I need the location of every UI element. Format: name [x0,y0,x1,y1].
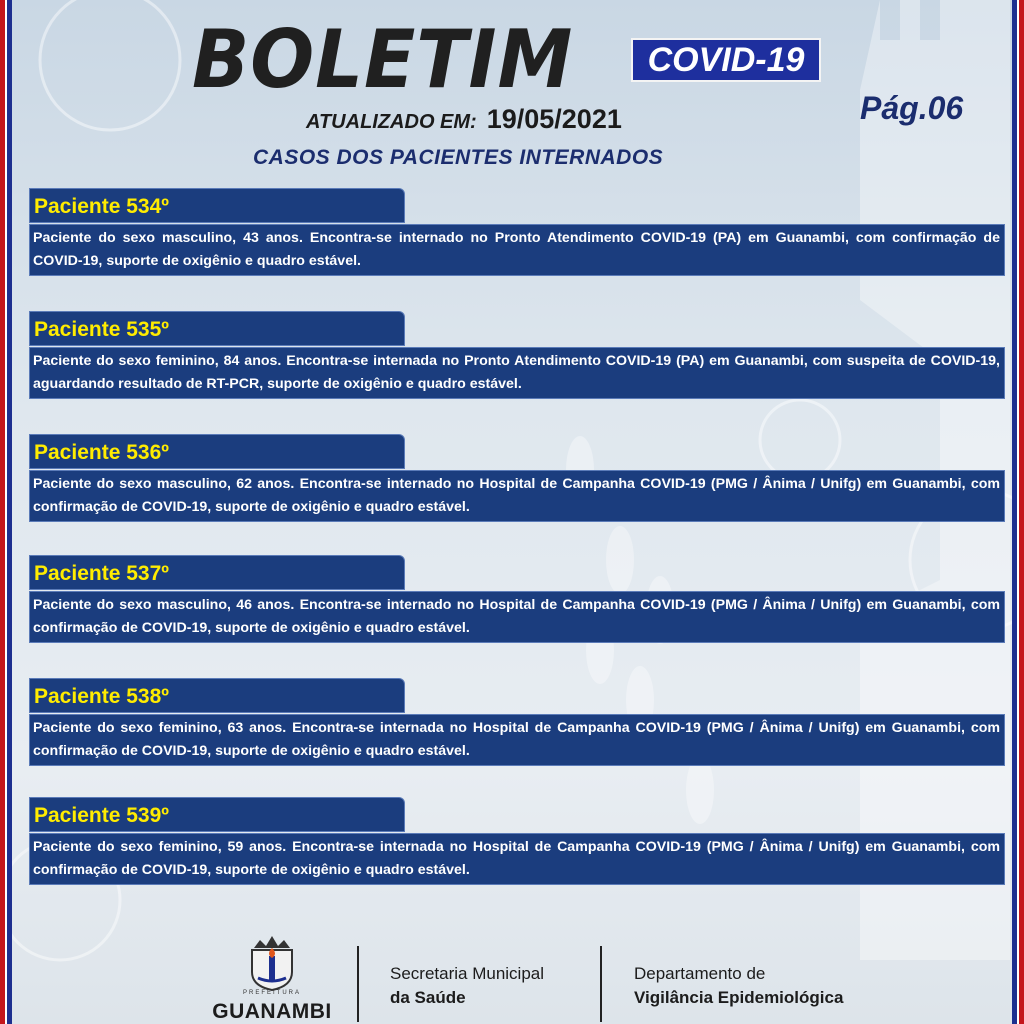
patient-title: Paciente 535º [29,311,405,346]
patient-title: Paciente 539º [29,797,405,832]
patient-title: Paciente 538º [29,678,405,713]
patient-card [29,797,1005,887]
coat-of-arms-icon [212,934,332,992]
updated-date: 19/05/2021 [486,104,622,134]
patient-card [29,434,1005,524]
covid-badge: COVID-19 [631,38,821,82]
patient-description: Paciente do sexo masculino, 43 anos. Encontra-se internado no Pronto Atendimento COVID-19 (PA) em Guanambi, com confirmação de COVID-19, suporte de oxigênio e quadro estável. [29,224,1005,276]
footer-divider [357,946,359,1022]
secretaria-line1: Secretaria Municipal [390,964,545,983]
updated-label: ATUALIZADO EM: [306,111,477,133]
departamento-line2: Vigilância Epidemiológica [634,988,844,1007]
patient-description: Paciente do sexo masculino, 46 anos. Encontra-se internado no Hospital de Campanha COVID-19 (PMG / Ânima / Unifg) em Guanambi, com confirmação de COVID-19, suporte de oxigênio e quadro estável. [29,591,1005,643]
patient-title: Paciente 536º [29,434,405,469]
patient-card [29,311,1005,401]
section-title: CASOS DOS PACIENTES INTERNADOS [253,146,664,169]
frame-right-stripe [1012,0,1024,1024]
footer [0,930,1024,1024]
departamento-line1: Departamento de [634,964,766,983]
secretaria-line2: da Saúde [390,988,466,1007]
patient-card [29,678,1005,768]
patient-description: Paciente do sexo masculino, 62 anos. Encontra-se internado no Hospital de Campanha COVID-19 (PMG / Ânima / Unifg) em Guanambi, com confirmação de COVID-19, suporte de oxigênio e quadro estável. [29,470,1005,522]
patient-description: Paciente do sexo feminino, 84 anos. Encontra-se internada no Pronto Atendimento COVID-19 (PA) em Guanambi, com suspeita de COVID-19, aguardando resultado de RT-PCR, suporte de oxigênio e quadro estável. [29,347,1005,399]
patient-description: Paciente do sexo feminino, 63 anos. Encontra-se internada no Hospital de Campanha COVID-19 (PMG / Ânima / Unifg) em Guanambi, com confirmação de COVID-19, suporte de oxigênio e quadro estável. [29,714,1005,766]
page-number: Pág.06 [860,90,964,126]
patient-title: Paciente 537º [29,555,405,590]
frame-left-stripe [0,0,12,1024]
footer-divider [600,946,602,1022]
secretaria-block [390,962,544,1010]
logo-text: GUANAMBI [212,1000,332,1023]
patient-description: Paciente do sexo feminino, 59 anos. Encontra-se internada no Hospital de Campanha COVID-19 (PMG / Ânima / Unifg) em Guanambi, com confirmação de COVID-19, suporte de oxigênio e quadro estável. [29,833,1005,885]
patient-card [29,188,1005,278]
patient-card [29,555,1005,645]
guanambi-logo [212,934,332,1024]
patient-title: Paciente 534º [29,188,405,223]
logo-subtitle: PREFEITURA [242,990,301,996]
bulletin-title: BOLETIM [192,13,574,106]
departamento-block [634,962,843,1010]
